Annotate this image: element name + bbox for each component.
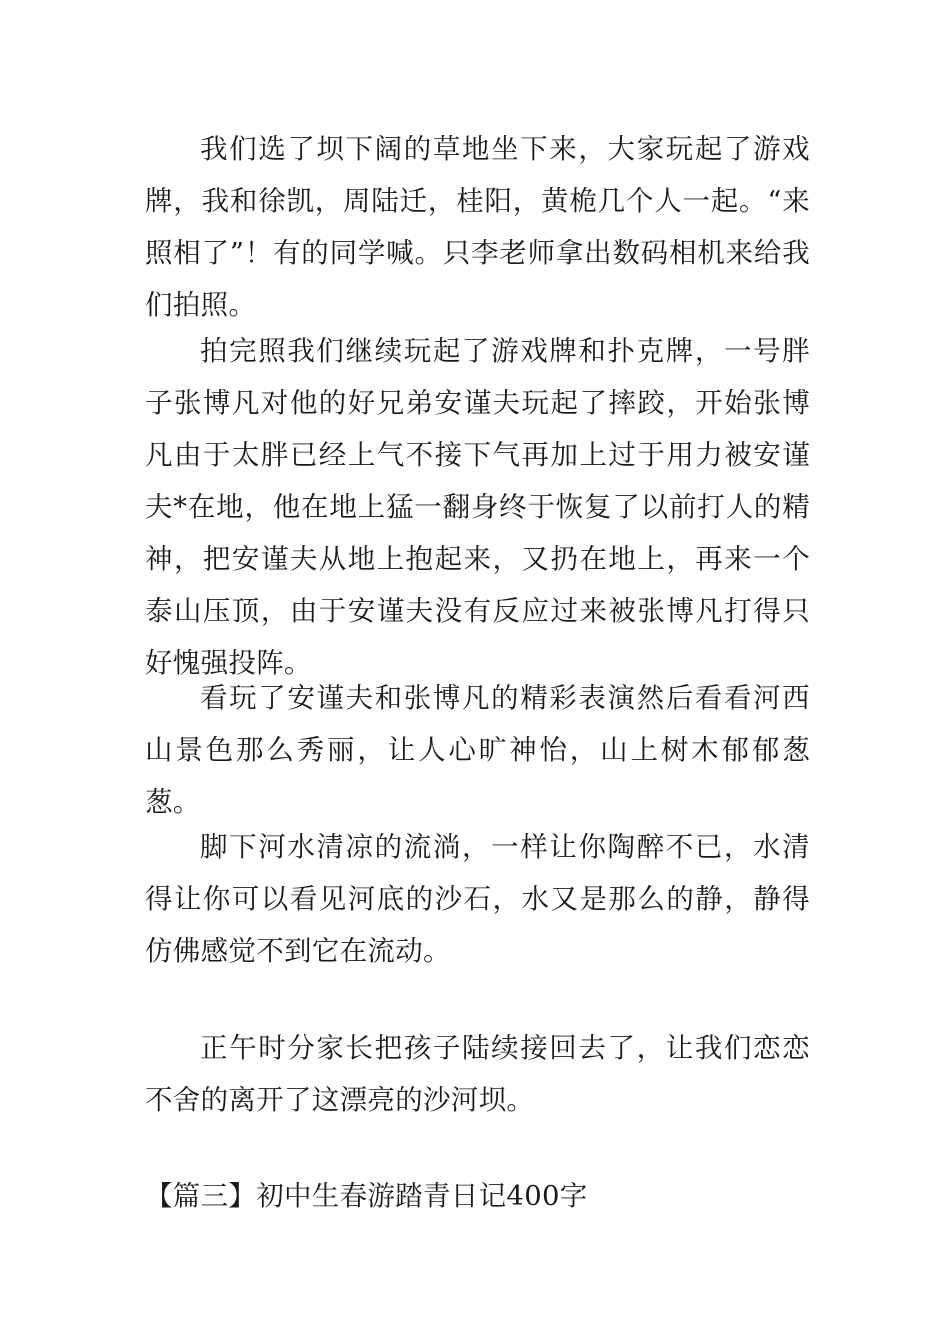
paragraph-5: 正午时分家长把孩子陆续接回去了，让我们恋恋不舍的离开了这漂亮的沙河坝。 [145,1032,810,1116]
paragraph-4: 脚下河水清凉的流淌，一样让你陶醉不已，水清得让你可以看见河底的沙石，水又是那么的静，静得仿佛感觉不到它在流动。 [145,831,810,967]
paragraph-2: 拍完照我们继续玩起了游戏牌和扑克牌，一号胖子张博凡对他的好兄弟安谨夫玩起了摔跤，开始张博凡由于太胖已经上气不接下气再加上过于用力被安谨夫*在地，他在地上猛一翻身终于恢复了以前打人的精神，把安谨夫从地上抱起来，又扔在地上，再来一个泰山压顶，由于安谨夫没有反应过来被张博凡打得只好愧强投阵。 [145,335,810,679]
paragraph-3: 看玩了安谨夫和张博凡的精彩表演然后看看河西山景色那么秀丽，让人心旷神怡，山上树木郁郁葱葱。 [145,682,810,818]
paragraph-1: 我们选了坝下阔的草地坐下来，大家玩起了游戏牌，我和徐凯，周陆迁，桂阳，黄桅几个人一起。“来照相了”！有的同学喊。只李老师拿出数码相机来给我们拍照。 [145,133,810,321]
section-heading: 【篇三】初中生春游踏青日记400字 [145,1180,588,1212]
